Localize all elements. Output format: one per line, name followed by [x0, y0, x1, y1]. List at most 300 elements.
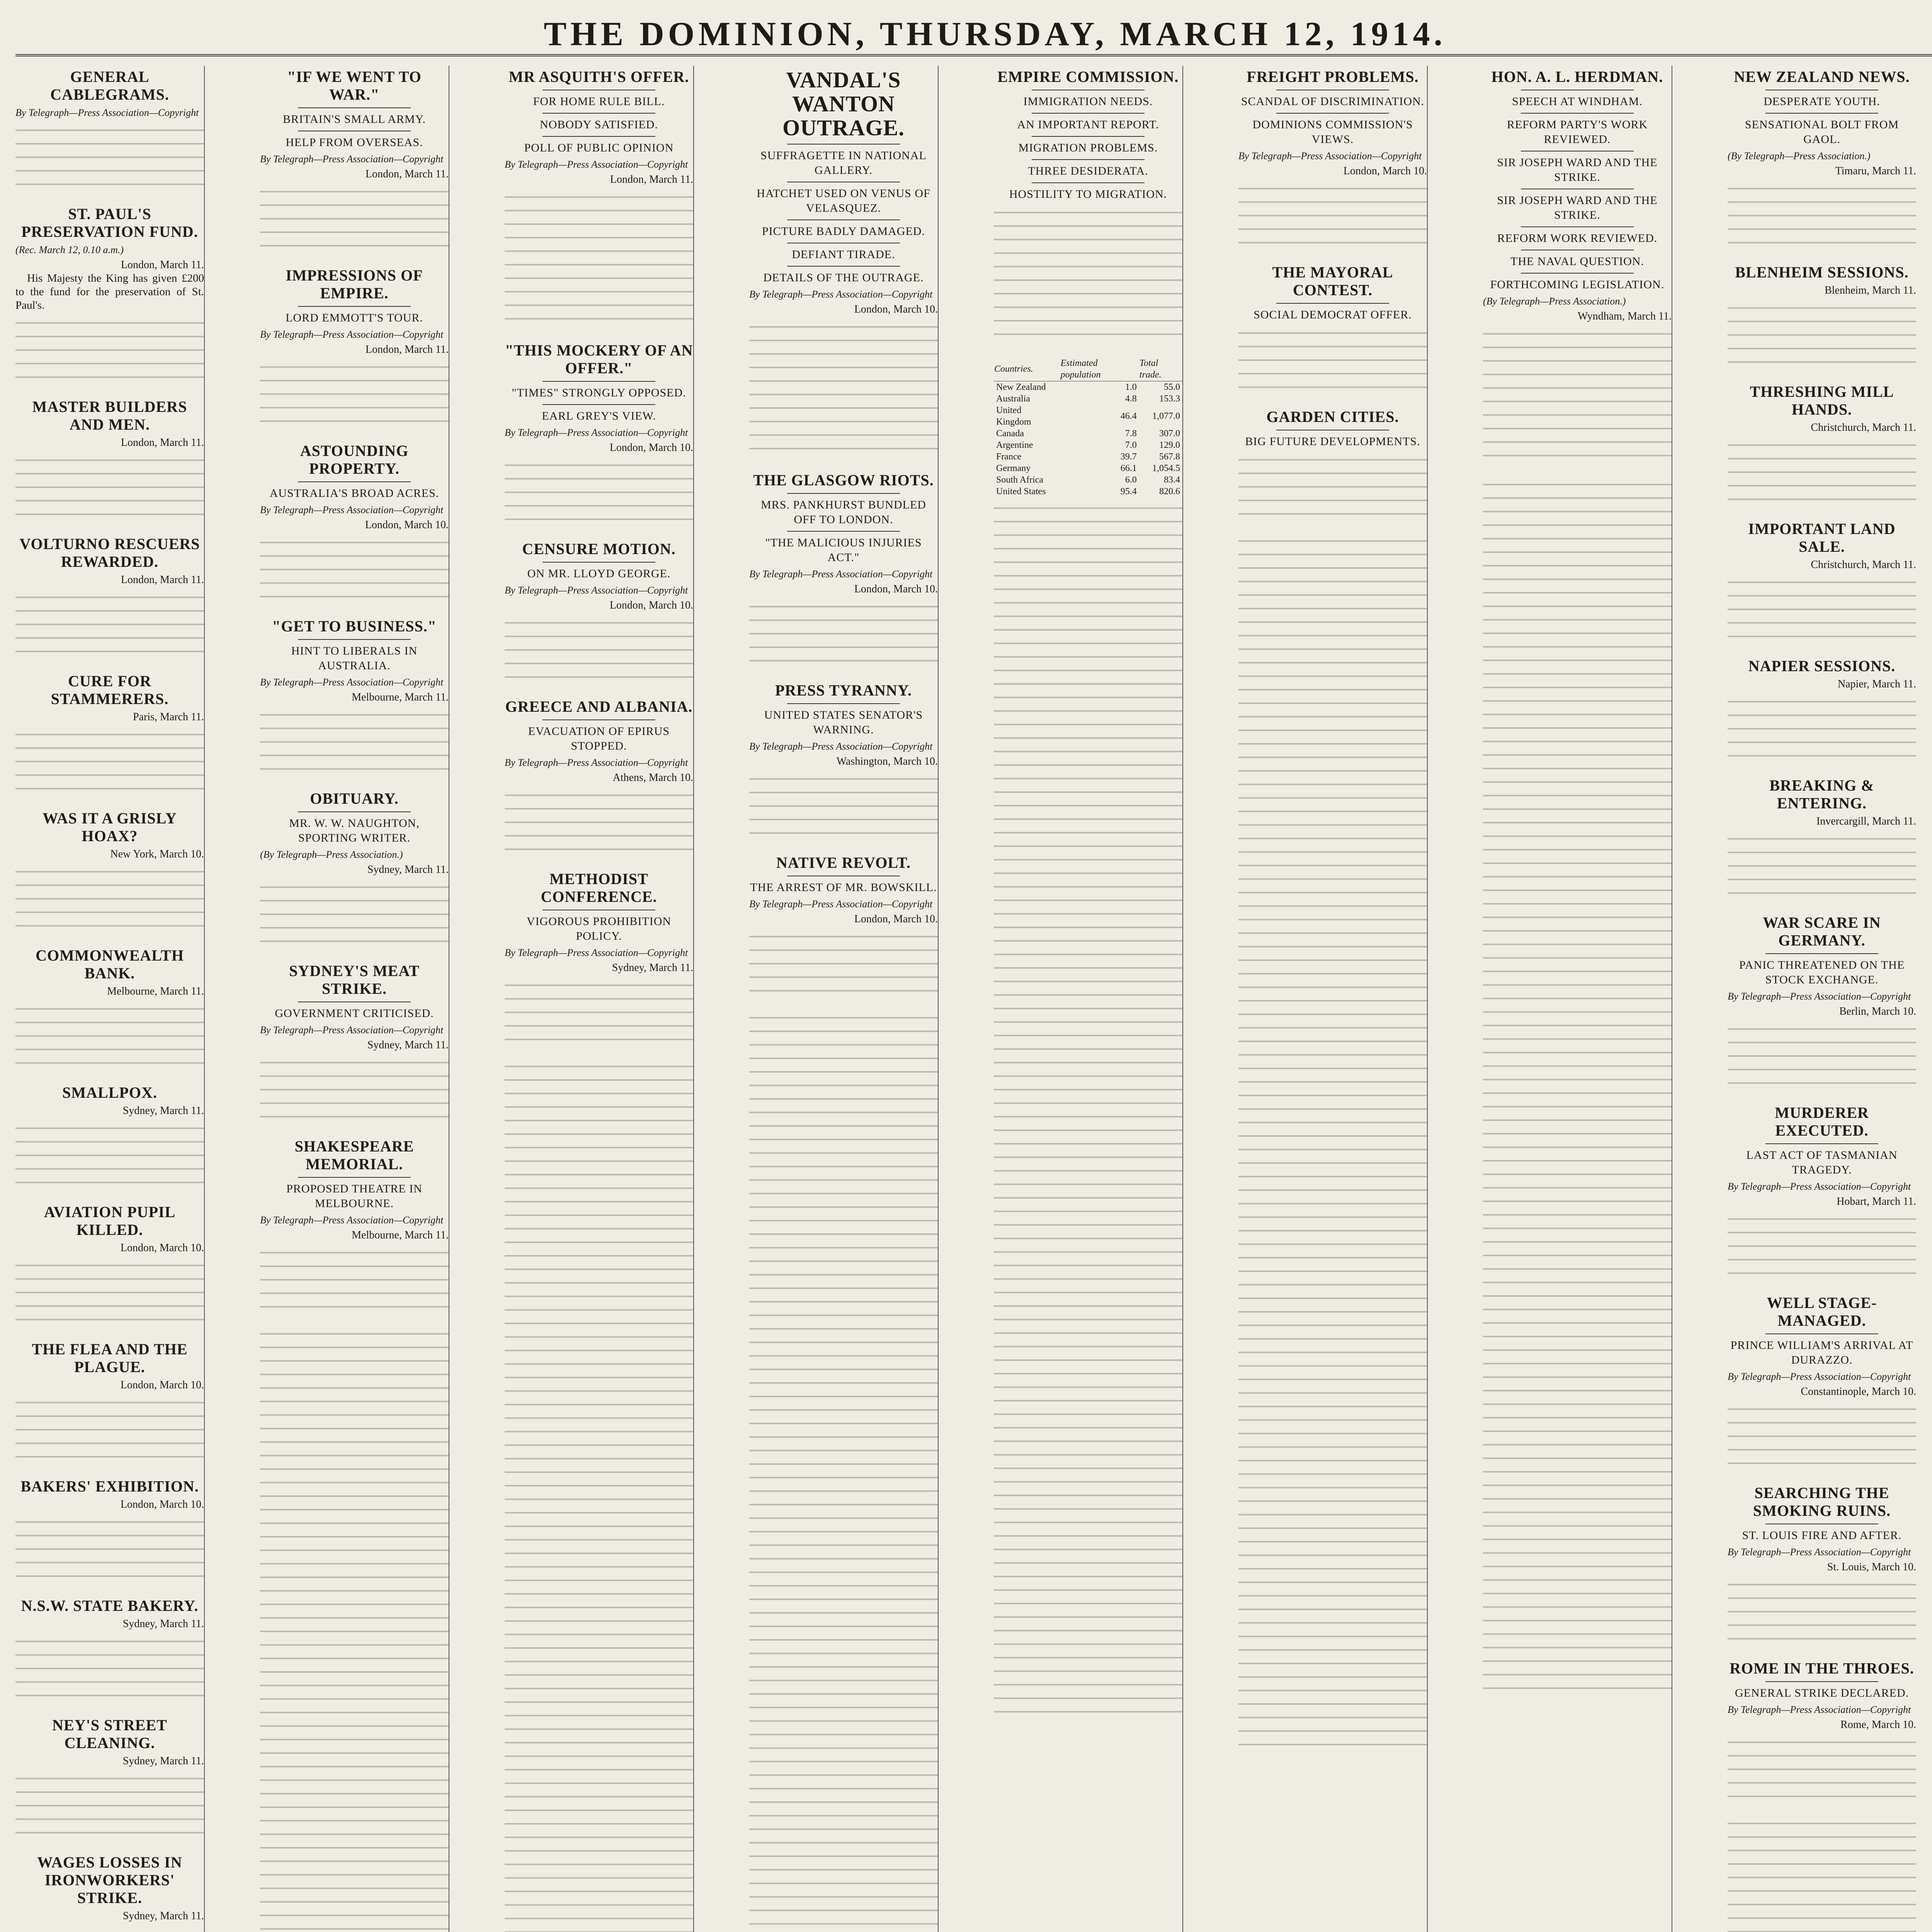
article-subhead: "THE MALICIOUS INJURIES ACT."	[765, 536, 922, 564]
article-deck: EVACUATION OF EPIRUS STOPPED.	[528, 725, 670, 752]
headline-rule	[1276, 303, 1389, 304]
article-headline: WAGES LOSSES IN IRONWORKERS' STRIKE.	[37, 1854, 182, 1906]
article-byline: By Telegraph—Press Association—Copyright	[1728, 1704, 1911, 1715]
table-cell: 7.0	[1125, 440, 1137, 450]
article-subhead: DETAILS OF THE OUTRAGE.	[763, 271, 924, 284]
table-row	[994, 393, 1182, 405]
article-body-text	[505, 617, 693, 686]
article-body-text	[1238, 454, 1427, 523]
article-body-text	[1728, 1578, 1916, 1648]
article	[1728, 264, 1916, 371]
article-body-text	[15, 1635, 204, 1705]
article	[1728, 1104, 1916, 1282]
article	[260, 962, 449, 1126]
article-dateline: London, March 10.	[854, 583, 938, 595]
article-subhead: PICTURE BADLY DAMAGED.	[762, 225, 925, 238]
article-subhead: SIR JOSEPH WARD AND THE STRIKE.	[1497, 156, 1658, 184]
article-body-text	[1238, 182, 1427, 252]
subhead-rule	[543, 113, 656, 114]
article-subhead: FORTHCOMING LEGISLATION.	[1490, 278, 1665, 291]
article-dateline: New York, March 10.	[110, 848, 204, 860]
article-headline: CENSURE MOTION.	[522, 540, 676, 558]
article-headline: NEY'S STREET CLEANING.	[52, 1716, 167, 1752]
article	[15, 1854, 204, 1932]
article-headline: N.S.W. STATE BAKERY.	[21, 1597, 199, 1614]
article-dateline: Rome, March 10.	[1840, 1719, 1916, 1731]
article	[1238, 264, 1427, 396]
article-headline: MR ASQUITH'S OFFER.	[509, 68, 689, 85]
article-headline: OBITUARY.	[310, 790, 399, 807]
article-body-text	[15, 1003, 204, 1072]
column-continuation-text	[260, 1328, 449, 1932]
subhead-rule	[787, 219, 900, 220]
article	[1728, 1294, 1916, 1473]
article-headline: SEARCHING THE SMOKING RUINS.	[1753, 1484, 1891, 1519]
article-byline: (Rec. March 12, 0.10 a.m.)	[15, 244, 124, 255]
article-dateline: London, March 10.	[120, 1498, 204, 1510]
article	[1728, 777, 1916, 902]
table-row	[994, 486, 1182, 497]
article-subhead: HATCHET USED ON VENUS OF VELASQUEZ.	[757, 187, 930, 214]
article-byline: By Telegraph—Press Association—Copyright	[505, 159, 688, 170]
column-8	[1728, 66, 1916, 1932]
headline-rule	[298, 811, 411, 812]
article-body-text	[15, 1772, 204, 1842]
article-headline: SYDNEY'S MEAT STRIKE.	[289, 962, 420, 997]
table-cell: 6.0	[1125, 475, 1137, 485]
subhead-rule	[787, 531, 900, 532]
headline-rule	[298, 639, 411, 640]
article	[505, 68, 693, 330]
article-headline: THE FLEA AND THE PLAGUE.	[32, 1340, 188, 1376]
masthead-title: THE DOMINION, THURSDAY, MARCH 12, 1914.	[544, 15, 1446, 53]
article-dateline: Washington, March 10.	[836, 755, 938, 767]
table-cell: Australia	[996, 394, 1030, 404]
article	[1728, 520, 1916, 646]
article-headline: AVIATION PUPIL KILLED.	[44, 1203, 176, 1238]
table-cell: France	[996, 452, 1022, 462]
article-body-text	[15, 1516, 204, 1585]
article-dateline: Sydney, March 11.	[122, 1910, 204, 1922]
article	[260, 68, 449, 255]
headline-rule	[543, 719, 656, 720]
article-body-text	[1728, 833, 1916, 902]
article-subhead: REFORM WORK REVIEWED.	[1497, 232, 1658, 245]
article-headline: IMPRESSIONS OF EMPIRE.	[286, 267, 423, 302]
article	[15, 1716, 204, 1842]
table-cell: United States	[996, 486, 1046, 497]
article-dateline: Sydney, March 11.	[612, 962, 693, 974]
headline-rule	[1765, 1333, 1879, 1334]
article-text: His Majesty the King has given £200 to the fund for the preservation of St. Paul's.	[15, 272, 204, 311]
table-row	[994, 439, 1182, 451]
article	[1728, 1660, 1916, 1806]
article-body-text	[1728, 439, 1916, 509]
article-byline: By Telegraph—Press Association—Copyright	[749, 741, 933, 752]
table-header: Estimated population	[1060, 357, 1139, 381]
table-cell: United Kingdom	[996, 405, 1031, 427]
article-body-text	[994, 206, 1182, 345]
article-body-text	[1728, 1403, 1916, 1473]
table-cell: 83.4	[1164, 475, 1180, 485]
subhead-rule	[1032, 159, 1145, 160]
article-deck: AUSTRALIA'S BROAD ACRES.	[269, 487, 439, 500]
article	[749, 471, 938, 670]
article	[749, 682, 938, 842]
article-byline: By Telegraph—Press Association—Copyright	[1728, 1181, 1911, 1192]
article-dateline: London, March 10.	[120, 1379, 204, 1391]
article-byline: (By Telegraph—Press Association.)	[260, 849, 403, 860]
article-headline: PRESS TYRANNY.	[775, 682, 912, 699]
article-byline: (By Telegraph—Press Association.)	[1483, 296, 1626, 307]
table-row	[994, 474, 1182, 486]
article-body-text	[15, 454, 204, 524]
headline-rule	[787, 703, 900, 704]
article-headline: MASTER BUILDERS AND MEN.	[32, 398, 187, 433]
headline-rule	[298, 481, 411, 482]
article-byline: By Telegraph—Press Association—Copyright	[260, 1214, 444, 1226]
article-dateline: Melbourne, March 11.	[352, 691, 449, 703]
article-body-text	[1483, 328, 1672, 467]
article	[1728, 657, 1916, 765]
table-cell: Argentine	[996, 440, 1033, 450]
article	[1728, 68, 1916, 252]
article-body-text	[1728, 182, 1916, 252]
article-body-text	[749, 600, 938, 670]
article-body-text	[15, 1259, 204, 1329]
subhead-rule	[1765, 113, 1879, 114]
article-body-text	[1238, 327, 1427, 396]
article-dateline: Blenheim, March 11.	[1825, 284, 1916, 296]
article-subhead: HOSTILITY TO MIGRATION.	[1009, 188, 1167, 201]
article-headline: GARDEN CITIES.	[1266, 408, 1399, 425]
article-deck: THE ARREST OF MR. BOWSKILL.	[750, 881, 937, 894]
table-cell: 55.0	[1164, 382, 1180, 392]
article-deck: PANIC THREATENED ON THE STOCK EXCHANGE.	[1739, 959, 1905, 986]
article-dateline: London, March 10.	[609, 442, 693, 454]
article-body-text	[749, 321, 938, 460]
article-byline: By Telegraph—Press Association—Copyright	[260, 1024, 444, 1036]
article-deck: VIGOROUS PROHIBITION POLICY.	[526, 915, 672, 942]
article-byline: By Telegraph—Press Association—Copyright	[749, 289, 933, 300]
headline-rule	[298, 306, 411, 307]
article-dateline: Napier, March 11.	[1837, 678, 1916, 690]
article-byline: By Telegraph—Press Association—Copyright	[749, 568, 933, 580]
table-row	[994, 428, 1182, 439]
article	[505, 698, 693, 859]
subhead-rule	[1032, 182, 1145, 183]
article-dateline: London, March 11.	[121, 259, 204, 271]
article-dateline: London, March 10.	[854, 913, 938, 925]
table-cell: 153.3	[1159, 394, 1180, 404]
masthead	[15, 12, 1932, 56]
article-headline: BREAKING & ENTERING.	[1769, 777, 1874, 812]
article-dateline: London, March 10.	[365, 519, 449, 531]
article-dateline: Sydney, March 11.	[122, 1755, 204, 1767]
headline-rule	[298, 107, 411, 108]
column-7	[1483, 66, 1672, 1932]
table-row	[994, 463, 1182, 474]
article-byline: By Telegraph—Press Association—Copyright	[1238, 150, 1422, 162]
table-cell: 1,054.5	[1152, 463, 1180, 473]
article-body-text	[1728, 1213, 1916, 1282]
article-deck: ST. LOUIS FIRE AND AFTER.	[1742, 1529, 1902, 1542]
article-headline: NATIVE REVOLT.	[776, 854, 911, 871]
article-headline: SHAKESPEARE MEMORIAL.	[294, 1138, 414, 1173]
headline-rule	[787, 144, 900, 145]
article-subhead: DEFIANT TIRADE.	[792, 248, 895, 261]
article-body-text	[1728, 302, 1916, 371]
article-byline: By Telegraph—Press Association—Copyright	[505, 947, 688, 958]
column-5	[994, 66, 1183, 1932]
article-dateline: Wyndham, March 11.	[1578, 310, 1672, 322]
article-headline: NAPIER SESSIONS.	[1748, 657, 1896, 675]
subhead-rule	[1521, 226, 1634, 227]
headline-rule	[1765, 1143, 1879, 1144]
article-subhead: THREE DESIDERATA.	[1028, 165, 1148, 177]
article-deck: SUFFRAGETTE IN NATIONAL GALLERY.	[760, 149, 927, 177]
article	[15, 947, 204, 1072]
table-cell: Canada	[996, 429, 1024, 439]
table-cell: 95.4	[1120, 486, 1137, 497]
article-dateline: Sydney, March 11.	[367, 1039, 449, 1051]
article	[260, 267, 449, 430]
article-deck: SPEECH AT WINDHAM.	[1512, 95, 1643, 108]
article-byline: By Telegraph—Press Association—Copyright	[749, 898, 933, 910]
article-dateline: London, March 11.	[121, 574, 204, 586]
article-body-text	[260, 709, 449, 778]
article-body-text	[749, 773, 938, 842]
article-deck: BRITAIN'S SMALL ARMY.	[283, 113, 426, 126]
article-body-text	[505, 191, 693, 330]
article-dateline: Timaru, March 11.	[1835, 165, 1916, 177]
headline-rule	[543, 381, 656, 382]
table-cell: 820.6	[1159, 486, 1180, 497]
article-byline: (By Telegraph—Press Association.)	[1728, 150, 1871, 162]
article-dateline: London, March 10.	[854, 303, 938, 315]
article-dateline: Melbourne, March 11.	[352, 1229, 449, 1241]
article-body-text	[505, 979, 693, 1049]
article	[1728, 1484, 1916, 1648]
column-6	[1238, 66, 1428, 1932]
article-headline: MURDERER EXECUTED.	[1775, 1104, 1869, 1139]
headline-rule	[1765, 1681, 1879, 1682]
article-deck: SCANDAL OF DISCRIMINATION.	[1241, 95, 1425, 108]
article-body-text	[260, 1056, 449, 1126]
article	[15, 205, 204, 386]
article-headline: "IF WE WENT TO WAR."	[287, 68, 422, 103]
article-body-text	[15, 591, 204, 661]
article	[15, 672, 204, 798]
table-header: Total trade.	[1139, 357, 1182, 381]
article-subhead: SIR JOSEPH WARD AND THE STRIKE.	[1497, 194, 1658, 221]
table-row	[994, 405, 1182, 428]
table-cell: 307.0	[1159, 429, 1180, 439]
article-byline: By Telegraph—Press Association—Copyright	[1728, 1546, 1911, 1558]
article-deck: FOR HOME RULE BILL.	[533, 95, 665, 108]
article	[994, 68, 1182, 345]
article-subhead: POLL OF PUBLIC OPINION	[524, 141, 674, 154]
article-headline: THE MAYORAL CONTEST.	[1272, 264, 1393, 299]
article-subhead: AN IMPORTANT REPORT.	[1017, 118, 1159, 131]
article-deck: IMMIGRATION NEEDS.	[1023, 95, 1153, 108]
headline-rule	[1765, 953, 1879, 954]
table-row	[994, 451, 1182, 463]
article-body-text	[15, 124, 204, 194]
article-dateline: London, March 11.	[121, 437, 204, 449]
article-body-text	[15, 1927, 204, 1932]
article-dateline: London, March 11.	[610, 173, 693, 185]
article-headline: IMPORTANT LAND SALE.	[1748, 520, 1896, 555]
headline-rule	[787, 493, 900, 494]
article-byline: By Telegraph—Press Association—Copyright	[1728, 991, 1911, 1002]
article-body-text	[260, 361, 449, 430]
article-headline: BLENHEIM SESSIONS.	[1735, 264, 1909, 281]
article-deck: PROPOSED THEATRE IN MELBOURNE.	[286, 1182, 422, 1210]
article-headline: NEW ZEALAND NEWS.	[1734, 68, 1910, 85]
article-dateline: Constantinople, March 10.	[1801, 1386, 1916, 1398]
article-headline: VANDAL'S WANTON OUTRAGE.	[782, 67, 905, 140]
article-headline: GENERAL CABLEGRAMS.	[50, 68, 169, 103]
article-body-text	[749, 930, 938, 1000]
article-body-text	[15, 317, 204, 386]
article-dateline: Athens, March 10.	[612, 772, 693, 784]
article-headline: SMALLPOX.	[62, 1084, 157, 1101]
subhead-rule	[787, 266, 900, 267]
article-dateline: Paris, March 11.	[133, 711, 204, 723]
column-4	[749, 66, 939, 1932]
table-cell: 1,077.0	[1152, 411, 1180, 421]
article	[15, 1478, 204, 1585]
column-continuation-text	[749, 1012, 938, 1932]
article-subhead: SENSATIONAL BOLT FROM GAOL.	[1745, 118, 1899, 146]
column-continuation-text	[994, 502, 1182, 1719]
article-deck: BIG FUTURE DEVELOPMENTS.	[1245, 435, 1420, 448]
article-subhead: EARL GREY'S VIEW.	[542, 410, 656, 422]
article-deck: GOVERNMENT CRITICISED.	[275, 1007, 434, 1020]
article-dateline: London, March 10.	[120, 1242, 204, 1254]
article-body-text	[260, 881, 449, 951]
table-cell: New Zealand	[996, 382, 1046, 392]
article-dateline: London, March 11.	[365, 344, 449, 355]
article-headline: WELL STAGE-MANAGED.	[1767, 1294, 1877, 1329]
article-dateline: Sydney, March 11.	[122, 1105, 204, 1117]
article-byline: By Telegraph—Press Association—Copyright	[260, 504, 444, 515]
article-body-text	[505, 789, 693, 859]
column-2	[260, 66, 449, 1932]
article-headline: HON. A. L. HERDMAN.	[1491, 68, 1663, 85]
article-body-text	[15, 1396, 204, 1466]
article-byline: By Telegraph—Press Association—Copyright	[260, 329, 444, 340]
article-headline: FREIGHT PROBLEMS.	[1247, 68, 1419, 85]
article-dateline: London, March 10.	[609, 599, 693, 611]
article	[15, 810, 204, 935]
article-headline: COMMONWEALTH BANK.	[36, 947, 184, 982]
article-headline: EMPIRE COMMISSION.	[997, 68, 1179, 85]
article	[260, 617, 449, 778]
article	[15, 68, 204, 194]
table-header: Countries.	[994, 357, 1060, 381]
article-body-text	[1728, 576, 1916, 646]
table-cell: 1.0	[1125, 382, 1137, 392]
article-deck: MR. W. W. NAUGHTON, SPORTING WRITER.	[289, 817, 420, 844]
article	[260, 1138, 449, 1316]
table-cell: 7.8	[1125, 429, 1137, 439]
article-dateline: Berlin, March 10.	[1839, 1005, 1916, 1017]
article-deck: GENERAL STRIKE DECLARED.	[1735, 1687, 1909, 1699]
article	[1238, 68, 1427, 252]
article-headline: ASTOUNDING PROPERTY.	[300, 442, 409, 477]
subhead-rule	[1521, 113, 1634, 114]
article-body-text	[505, 459, 693, 529]
article-subhead: MIGRATION PROBLEMS.	[1018, 141, 1158, 154]
table-cell: 4.8	[1125, 394, 1137, 404]
article-byline: By Telegraph—Press Association—Copyright	[505, 757, 688, 768]
article-byline: By Telegraph—Press Association—Copyright	[505, 585, 688, 596]
article-headline: THE GLASGOW RIOTS.	[753, 471, 934, 489]
subhead-rule	[1276, 113, 1389, 114]
article-deck: UNITED STATES SENATOR'S WARNING.	[764, 709, 923, 736]
article-body-text	[1728, 696, 1916, 765]
article-deck: LORD EMMOTT'S TOUR.	[286, 311, 423, 324]
article-byline: By Telegraph—Press Association—Copyright	[260, 677, 444, 688]
article-dateline: Sydney, March 11.	[122, 1618, 204, 1630]
article-headline: WAS IT A GRISLY HOAX?	[43, 810, 177, 845]
article-body-text	[260, 1247, 449, 1316]
trade-table	[994, 357, 1182, 497]
article-byline: By Telegraph—Press Association—Copyright	[505, 427, 688, 438]
article	[1728, 914, 1916, 1092]
article-headline: THRESHING MILL HANDS.	[1750, 383, 1894, 418]
article-body-text	[1728, 1023, 1916, 1092]
article-dateline: Christchurch, March 11.	[1811, 559, 1916, 571]
article-headline: ST. PAUL'S PRESERVATION FUND.	[21, 205, 198, 240]
article	[505, 870, 693, 1049]
article-headline: METHODIST CONFERENCE.	[541, 870, 657, 905]
subhead-rule	[543, 136, 656, 137]
article	[260, 790, 449, 951]
column-3	[505, 66, 694, 1932]
article-dateline: London, March 11.	[365, 168, 449, 180]
article-dateline: London, March 10.	[1343, 165, 1427, 177]
subhead-rule	[1032, 113, 1145, 114]
article-body-text	[15, 866, 204, 935]
article-deck: MRS. PANKHURST BUNDLED OFF TO LONDON.	[761, 498, 926, 526]
column-continuation-text	[1483, 478, 1672, 1696]
article-headline: "THIS MOCKERY OF AN OFFER."	[505, 342, 693, 377]
article	[749, 68, 938, 460]
table-cell: South Africa	[996, 475, 1043, 485]
article-headline: BAKERS' EXHIBITION.	[20, 1478, 199, 1495]
table-cell: 129.0	[1159, 440, 1180, 450]
article-dateline: Hobart, March 11.	[1837, 1196, 1916, 1208]
table-cell: 66.1	[1120, 463, 1137, 473]
headline-rule	[298, 1177, 411, 1178]
subhead-rule	[1521, 273, 1634, 274]
article-byline: By Telegraph—Press Association—Copyright	[1728, 1371, 1911, 1382]
article-deck: "TIMES" STRONGLY OPPOSED.	[512, 386, 686, 399]
article	[1238, 408, 1427, 523]
column-1	[15, 66, 205, 1932]
article-body-text	[1728, 1736, 1916, 1806]
article	[15, 398, 204, 524]
article-headline: VOLTURNO RESCUERS REWARDED.	[19, 535, 200, 570]
article-deck: SOCIAL DEMOCRAT OFFER.	[1253, 308, 1412, 321]
article	[505, 342, 693, 529]
article-subhead: NOBODY SATISFIED.	[540, 118, 658, 131]
article-headline: GREECE AND ALBANIA.	[505, 698, 693, 715]
article-headline: CURE FOR STAMMERERS.	[51, 672, 169, 707]
